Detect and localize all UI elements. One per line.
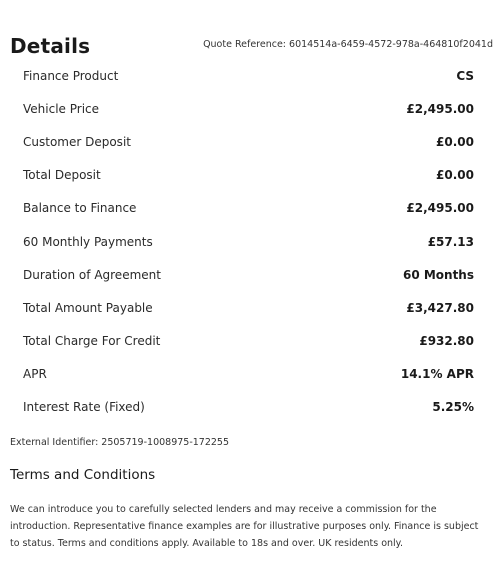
detail-row-monthly-payments xyxy=(23,225,474,258)
detail-label: Total Deposit xyxy=(23,168,101,183)
detail-label: Balance to Finance xyxy=(23,201,137,216)
detail-row-total-deposit xyxy=(23,159,474,192)
detail-row-customer-deposit xyxy=(23,125,474,158)
detail-label: Total Amount Payable xyxy=(23,300,153,315)
page-title: Details xyxy=(10,34,91,58)
detail-label: Finance Product xyxy=(23,68,119,83)
detail-row-apr xyxy=(23,358,474,391)
detail-value: £2,495.00 xyxy=(406,201,474,216)
detail-label: APR xyxy=(23,367,47,382)
terms-text: We can introduce you to carefully selected lenders and may receive a commission for the introduction. Representative finance examples are for illustrative purposes only. Finance is subject to status. Terms and conditions apply. Available to 18s and over. UK residents only. xyxy=(10,504,479,549)
detail-row-vehicle-price xyxy=(23,92,474,125)
detail-value: £0.00 xyxy=(436,134,474,149)
detail-label: Duration of Agreement xyxy=(23,267,161,282)
detail-value: 5.25% xyxy=(432,400,474,415)
detail-value: £57.13 xyxy=(427,234,474,249)
detail-row-balance-to-finance xyxy=(23,192,474,225)
details-list xyxy=(23,59,474,424)
detail-label: Interest Rate (Fixed) xyxy=(23,400,145,415)
quote-reference: Quote Reference: 6014514a-6459-4572-978a-464810f2041d xyxy=(203,39,493,50)
detail-row-interest-rate xyxy=(23,391,474,424)
detail-row-total-charge-for-credit xyxy=(23,325,474,358)
detail-row-duration xyxy=(23,258,474,291)
detail-label: 60 Monthly Payments xyxy=(23,234,153,249)
external-identifier: External Identifier: 2505719-1008975-172255 xyxy=(10,437,230,448)
terms-heading: Terms and Conditions xyxy=(10,467,156,483)
detail-value: £932.80 xyxy=(419,334,474,349)
detail-row-finance-product xyxy=(23,59,474,92)
detail-label: Vehicle Price xyxy=(23,101,100,116)
detail-value: 14.1% APR xyxy=(400,367,474,382)
detail-value: CS xyxy=(456,68,474,83)
detail-row-total-amount-payable xyxy=(23,291,474,324)
detail-value: £2,495.00 xyxy=(406,101,474,116)
detail-label: Customer Deposit xyxy=(23,134,131,149)
detail-value: £0.00 xyxy=(436,168,474,183)
detail-value: 60 Months xyxy=(402,267,474,282)
detail-value: £3,427.80 xyxy=(406,300,474,315)
detail-label: Total Charge For Credit xyxy=(23,334,161,349)
